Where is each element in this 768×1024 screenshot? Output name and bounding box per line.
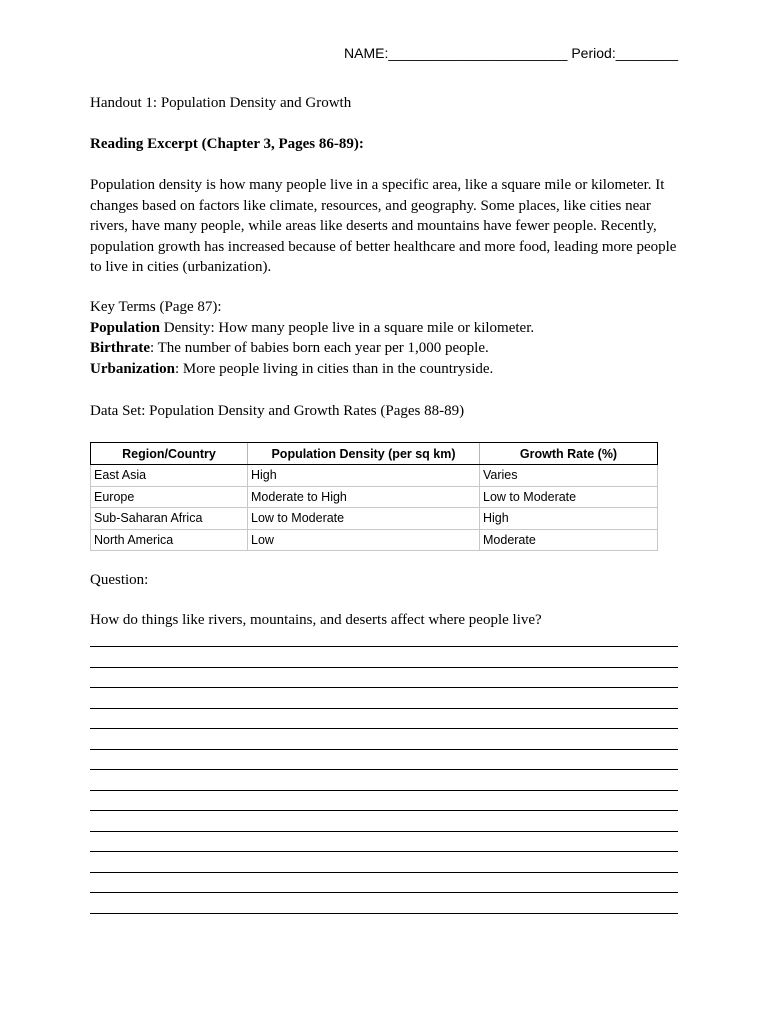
reading-paragraph: Population density is how many people live in a specific area, like a square mile or kilometer. It changes based on factors like climate, resources, and geography. Some places, like cities near rivers, have many people, while areas like deserts and mountains have fewer people. Recently, population growth has increased because of better healthcare and more food, leading more people to live in cities (urbanization). [90, 177, 677, 275]
answer-line[interactable] [90, 831, 678, 832]
question-text: How do things like rivers, mountains, and deserts affect where people live? [90, 612, 542, 628]
answer-line[interactable] [90, 872, 678, 873]
table-cell: North America [91, 529, 248, 551]
table-cell: Varies [480, 465, 658, 487]
dataset-title: Data Set: Population Density and Growth Rates (Pages 88-89) [90, 403, 465, 419]
answer-line[interactable] [90, 790, 678, 791]
table-cell: Moderate [480, 529, 658, 551]
key-term-definition: Density: How many people live in a square mile or kilometer. [160, 319, 535, 336]
answer-lines[interactable] [90, 646, 678, 933]
key-term-item [90, 359, 680, 380]
table-header-row [91, 443, 658, 465]
key-term-item [90, 338, 680, 359]
answer-line[interactable] [90, 646, 678, 647]
question-label: Question: [90, 572, 149, 588]
name-field[interactable]: NAME:_______________________ [344, 45, 568, 61]
key-term-definition: : More people living in cities than in the countryside. [175, 360, 494, 377]
period-field[interactable]: Period:________ [571, 45, 678, 61]
table-cell: East Asia [91, 465, 248, 487]
table-cell: Low to Moderate [480, 486, 658, 508]
table-cell: High [480, 508, 658, 530]
student-info-header [344, 45, 678, 61]
key-terms [90, 297, 680, 379]
table-header-cell: Population Density (per sq km) [248, 443, 480, 465]
table-header-cell: Growth Rate (%) [480, 443, 658, 465]
answer-line[interactable] [90, 667, 678, 668]
key-term-item [90, 318, 680, 339]
reading-heading: Reading Excerpt (Chapter 3, Pages 86-89): [90, 136, 364, 152]
table-row [91, 486, 658, 508]
key-term-word: Population [90, 319, 161, 336]
table-cell: Low [248, 529, 480, 551]
table-header-cell: Region/Country [91, 443, 248, 465]
key-terms-heading: Key Terms (Page 87): [90, 299, 222, 315]
answer-line[interactable] [90, 769, 678, 770]
answer-line[interactable] [90, 892, 678, 893]
handout-title: Handout 1: Population Density and Growth [90, 95, 352, 111]
answer-line[interactable] [90, 749, 678, 750]
table-row [91, 465, 658, 487]
answer-line[interactable] [90, 687, 678, 688]
table-cell: Europe [91, 486, 248, 508]
answer-line[interactable] [90, 810, 678, 811]
table-row [91, 529, 658, 551]
answer-line[interactable] [90, 728, 678, 729]
answer-line[interactable] [90, 708, 678, 709]
table-row [91, 508, 658, 530]
key-term-definition: : The number of babies born each year per 1,000 people. [149, 340, 489, 356]
table-cell: Moderate to High [248, 486, 480, 508]
data-table [90, 442, 658, 551]
key-term-word: Urbanization [90, 360, 176, 377]
key-term-word: Birthrate [90, 340, 150, 356]
table-cell: Low to Moderate [248, 508, 480, 530]
answer-line[interactable] [90, 913, 678, 914]
answer-line[interactable] [90, 851, 678, 852]
table-cell: High [248, 465, 480, 487]
table-cell: Sub-Saharan Africa [91, 508, 248, 530]
